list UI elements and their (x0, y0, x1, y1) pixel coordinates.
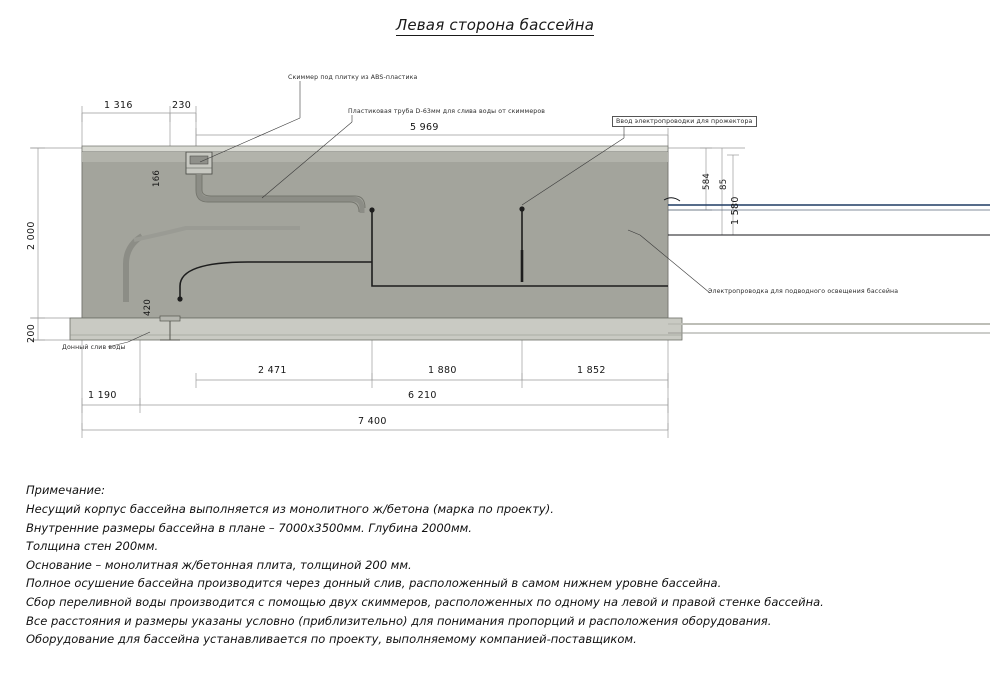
notes-block (26, 483, 966, 649)
notes-line: Все расстояния и размеры указаны условно (приблизительно) для понимания пропорций и расположения оборудования. (26, 613, 772, 628)
page-title (0, 16, 990, 34)
notes-heading: Примечание: (26, 483, 105, 497)
dim-right-85: 85 (719, 178, 729, 190)
notes-line: Основание – монолитная ж/бетонная плита, толщиной 200 мм. (26, 557, 412, 572)
dim-drain-height: 420 (143, 298, 153, 316)
dim-bottom-1880: 1 880 (428, 365, 457, 376)
notes-line: Оборудование для бассейна устанавливается по проекту, выполняемому компанией-поставщиком. (26, 632, 637, 647)
callout-skimmer: Скиммер под плитку из ABS-пластика (288, 74, 418, 81)
dim-vertical-main: 2 000 (26, 221, 37, 250)
dim-right-584: 584 (702, 172, 712, 190)
notes-line: Сбор переливной воды производится с помощью двух скиммеров, расположенных по одному на левой и правой стенке бассейна. (26, 594, 824, 609)
callout-bottom-drain: Донный слив воды (62, 344, 126, 351)
notes-line: Несущий корпус бассейна выполняется из монолитного ж/бетона (марка по проекту). (26, 502, 554, 516)
dim-bottom-6210: 6 210 (408, 390, 437, 401)
notes-line: Внутренние размеры бассейна в плане – 7000х3500мм. Глубина 2000мм. (26, 520, 472, 535)
dim-bottom-1852: 1 852 (577, 365, 606, 376)
dim-bottom-total: 7 400 (358, 416, 387, 427)
callout-electro-wiring: Электропроводка для подводного освещения бассейна (708, 288, 899, 295)
dim-top-left-2: 230 (172, 100, 192, 111)
pool-section-drawing (0, 50, 990, 460)
callout-electro-input: Ввод электропроводки для прожектора (612, 116, 757, 127)
water-ground-lines (664, 198, 990, 333)
dim-bottom-2471: 2 471 (258, 365, 287, 376)
dim-top-span: 5 969 (410, 122, 439, 133)
page-title-text: Левая сторона бассейна (395, 16, 595, 34)
skimmer-unit (186, 152, 212, 174)
callout-pipe: Пластиковая труба D-63мм для слива воды от скиммеров (348, 108, 546, 115)
notes-line: Толщина стен 200мм. (26, 539, 159, 554)
dim-vertical-bottom: 200 (26, 323, 37, 343)
dim-right-1580: 1 580 (730, 196, 741, 225)
notes-line: Полное осушение бассейна производится через донный слив, расположенный в самом нижнем уровне бассейна. (26, 576, 722, 591)
dim-bottom-1190: 1 190 (88, 390, 117, 401)
dim-skimmer-height: 166 (152, 169, 162, 187)
dim-top-left-1: 1 316 (104, 100, 133, 111)
